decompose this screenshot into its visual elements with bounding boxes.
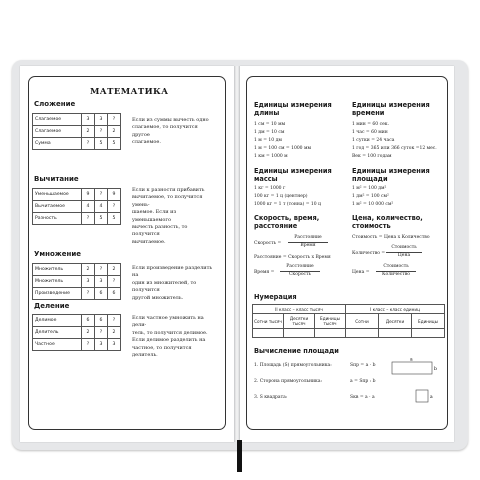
table-cell: ? [82,138,95,150]
table-cell: ? [108,276,121,288]
table-cell: Сотни тысяч [253,314,284,329]
table-cell: 3 [82,276,95,288]
price-formula-lhs: Цена = [352,270,370,275]
rule-line: вычитаемое, то получится умень- [132,194,203,208]
table-cell: 5 [108,213,121,225]
table-cell: 3 [95,114,108,126]
quantity-formula-lhs: Количество = [352,251,386,256]
mass-units-title: Единицы измерения массы [254,167,332,183]
area-formula: a = Sпр : b [350,379,376,384]
rule-line: Если из суммы вычесть одно [132,117,209,123]
rule-line: шаемое. Если из уменьшаемого [132,209,177,223]
section-title-division: Деление [34,302,70,310]
table-cell: 2 [82,264,95,276]
rule-line: тель, то получится делимое. [132,329,208,336]
table-cell [253,329,284,338]
area-line: 1 м² = 100 дм² [352,186,387,191]
rule-line: один из множителей, то получится [132,279,197,294]
time-line: 1 мин = 60 сек. [352,122,390,127]
rule-line: Если частное умножить на дели- [132,315,204,329]
section-title-addition: Сложение [34,100,76,108]
area-calc-line: 3. S квадрата: [254,395,288,400]
table-row [253,314,445,329]
table-row [33,276,121,288]
square-shape [416,390,428,402]
subtraction-rule [132,187,216,246]
table-row [33,189,121,201]
rule-line: слагаемое. [132,139,161,146]
table-cell: 9 [82,189,95,201]
division-table [32,314,121,351]
area-units-title: Единицы измерения площади [352,167,430,183]
left-page [20,66,234,442]
bookmark-ribbon [237,440,242,472]
table-row [33,126,121,138]
table-cell: Слагаемое [33,126,82,138]
table-row [33,114,121,126]
table-cell: Уменьшаемое [33,189,82,201]
time-formula-denominator: Скорость [288,272,311,277]
side-label-b: b [434,367,437,372]
table-cell: ? [95,189,108,201]
rule-line: Если произведение разделить на [132,265,213,279]
table-row [33,264,121,276]
speed-title: Скорость, время, расстояние [254,214,320,230]
fraction-bar [280,271,320,272]
rule-line: слагаемое, то получится другое [132,124,198,138]
mass-line: 1 кг = 1000 г [254,186,286,191]
rule-line: частное, то получится делитель. [132,344,192,359]
table-cell: Частное [33,339,82,351]
quantity-formula-denominator: Цена [397,253,411,258]
time-formula-lhs: Время = [254,270,275,275]
table-cell: Десятки тысяч [284,314,315,329]
area-calc-line: 2. Сторона прямоугольника: [254,379,323,384]
table-cell: Множитель [33,276,82,288]
table-cell: 2 [108,327,121,339]
length-line: 1 дм = 10 см [254,130,285,135]
table-cell: 5 [108,138,121,150]
multiplication-table [32,263,121,300]
class-thousands: II класс – класс тысяч [253,305,346,314]
area-formula: Sпр = a · b [350,363,376,368]
table-cell: 9 [108,189,121,201]
table-row [33,288,121,300]
table-cell: ? [82,213,95,225]
table-cell: Делитель [33,327,82,339]
rule-line: Если к разности прибавить [132,187,205,193]
speed-formula-lhs: Скорость = [254,241,282,246]
table-cell: 3 [82,114,95,126]
rule-line: Если делимое разделить на [132,337,206,344]
length-line: 1 см = 10 мм [254,122,286,127]
table-row [33,201,121,213]
table-cell: 2 [108,126,121,138]
addition-rule [132,117,216,147]
class-units: I класс – класс единиц [346,305,445,314]
rule-line: другой множитель. [132,294,184,301]
fraction-bar [376,271,416,272]
subtraction-table [32,188,121,225]
length-line: 1 м = 10 дм [254,138,282,143]
time-line: 1 сутки = 24 часа [352,138,395,143]
table-cell: Вычитаемое [33,201,82,213]
table-cell: ? [95,327,108,339]
table-cell: 6 [82,315,95,327]
time-line: Век = 100 годам [352,154,392,159]
table-cell: 3 [95,276,108,288]
side-label-a: a [430,395,433,400]
length-units-title: Единицы измерения длины [254,101,332,117]
time-line: 1 час = 60 мин [352,130,388,135]
table-cell: 3 [95,339,108,351]
fraction-bar [386,252,422,253]
addition-table [32,113,121,150]
rectangle-square-diagram [386,356,442,408]
numeration-title: Нумерация [254,293,297,301]
cost-formula: Стоимость = Цена х Количество [352,235,430,240]
distance-formula: Расстояние = Скорость х Время [254,255,331,260]
rule-line: вычитаемое. [132,238,166,245]
section-title-subtraction: Вычитание [34,175,79,183]
table-cell: ? [82,288,95,300]
table-cell: Десятки [379,314,412,329]
division-rule [132,315,216,359]
right-page [240,66,454,442]
table-row [253,305,445,314]
table-cell: 4 [95,201,108,213]
speed-formula-numerator: Расстояние [294,235,322,240]
price-formula-denominator: Количество [382,272,410,277]
table-cell: Множитель [33,264,82,276]
table-row [33,213,121,225]
table-cell: 6 [95,315,108,327]
area-calc-line: 1. Площадь (S) прямоугольника: [254,363,332,368]
table-cell: Сумма [33,138,82,150]
area-line: 1 м² = 10 000 см² [352,202,394,207]
area-formula: Sкв = a · a [350,395,375,400]
price-title: Цена, количество, стоимость [352,214,423,230]
table-row [33,315,121,327]
area-calc-title: Вычисление площади [254,347,339,355]
table-cell [315,329,346,338]
table-cell: 2 [82,126,95,138]
time-units-title: Единицы измерения времени [352,101,430,117]
table-cell: 2 [108,264,121,276]
table-row [33,339,121,351]
table-cell [379,329,412,338]
table-cell: 6 [108,288,121,300]
price-formula-numerator: Стоимость [383,264,409,269]
rectangle-shape [392,362,432,374]
table-cell: ? [108,315,121,327]
table-cell: 5 [95,138,108,150]
page-title: МАТЕМАТИКА [90,87,169,97]
table-cell: ? [95,126,108,138]
table-cell: 3 [108,339,121,351]
table-cell [412,329,445,338]
mass-line: 100 кг = 1 ц (центнер) [254,194,308,199]
table-cell: Делимое [33,315,82,327]
table-cell: Сотни [346,314,379,329]
table-cell: Единицы тысяч [315,314,346,329]
area-line: 1 дм² = 100 см² [352,194,389,199]
time-formula-numerator: Расстояние [286,264,314,269]
table-cell: ? [108,114,121,126]
multiplication-rule [132,265,216,302]
length-line: 1 м = 100 см = 1000 мм [254,146,311,151]
fraction-bar [288,242,328,243]
table-row [33,138,121,150]
table-cell [284,329,315,338]
length-line: 1 км = 1000 м [254,154,288,159]
rule-line: вычесть разность, то получится [132,224,188,238]
table-cell: 4 [82,201,95,213]
table-cell [346,329,379,338]
time-line: 1 год = 365 или 366 суток =12 мес. [352,146,437,151]
table-cell: 5 [95,213,108,225]
table-cell: 2 [82,327,95,339]
table-cell: Разность [33,213,82,225]
quantity-formula-numerator: Стоимость [391,245,417,250]
table-row [253,329,445,338]
table-cell: Слагаемое [33,114,82,126]
table-cell: ? [95,264,108,276]
speed-formula-denominator: Время [300,243,316,248]
table-cell: Единицы [412,314,445,329]
numeration-table [252,304,445,338]
table-cell: ? [108,201,121,213]
table-cell: 6 [95,288,108,300]
table-cell: ? [82,339,95,351]
mass-line: 1000 кг = 1 т (тонна) = 10 ц [254,202,321,207]
section-title-multiplication: Умножение [34,250,81,258]
table-row [33,327,121,339]
table-cell: Произведение [33,288,82,300]
side-label-a: a [410,357,413,363]
